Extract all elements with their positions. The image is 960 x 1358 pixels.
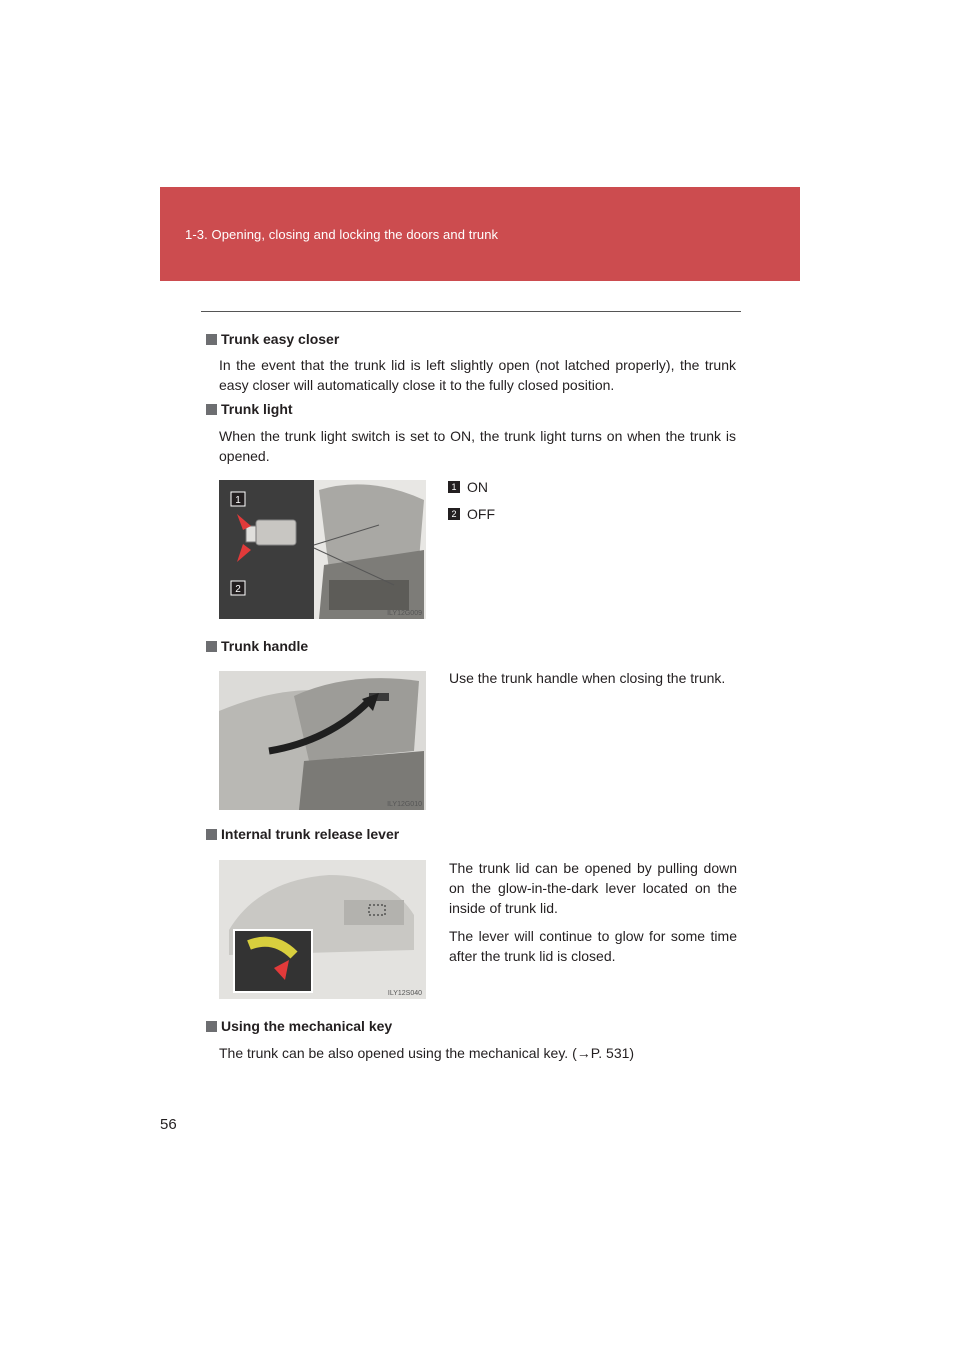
figure-code: ILY12S040 (387, 990, 422, 997)
number-badge: 2 (448, 508, 460, 520)
easy-closer-body: In the event that the trunk lid is left slightly open (not latched properly), the trunk easy closer will automatically close it to the fully closed position. (219, 357, 736, 393)
mechanical-key-body: The trunk can be also opened using the mechanical key. (→P. 531) (219, 1045, 635, 1061)
trunk-light-figure (219, 480, 426, 619)
heading-release-lever (206, 826, 399, 842)
trunk-handle-body: Use the trunk handle when closing the trunk. (449, 670, 726, 686)
release-lever-figure (219, 860, 426, 999)
figure-code: ILY12G010 (387, 801, 422, 808)
square-bullet-icon (206, 334, 217, 345)
svg-text:2: 2 (235, 584, 241, 595)
section-title: 1-3. Opening, closing and locking the doors and trunk (185, 227, 499, 242)
square-bullet-icon (206, 404, 217, 415)
release-lever-body-2: The lever will continue to glow for some time after the trunk lid is closed. (449, 928, 737, 964)
heading-text: Trunk light (221, 401, 293, 417)
square-bullet-icon (206, 829, 217, 840)
heading-text: Internal trunk release lever (221, 826, 400, 842)
square-bullet-icon (206, 1021, 217, 1032)
release-lever-body-1: The trunk lid can be opened by pulling down on the glow-in-the-dark lever located on the inside of trunk lid. (449, 860, 737, 916)
number-badge: 1 (448, 481, 460, 493)
header-band (160, 187, 800, 281)
heading-mechanical-key (206, 1018, 392, 1034)
heading-trunk-handle (206, 638, 308, 654)
trunk-handle-figure (219, 671, 426, 810)
legend-item-off (448, 506, 495, 522)
svg-text:1: 1 (235, 495, 241, 506)
legend-label: OFF (467, 506, 495, 522)
legend-item-on (448, 479, 488, 495)
divider (201, 311, 741, 312)
figure-code: ILY12G009 (387, 610, 422, 617)
square-bullet-icon (206, 641, 217, 652)
page-number: 56 (160, 1116, 177, 1133)
release-lever-text (449, 858, 737, 974)
heading-text: Trunk handle (221, 638, 309, 654)
trunk-light-body: When the trunk light switch is set to ON, the trunk light turns on when the trunk is opened. (219, 428, 736, 464)
heading-text: Using the mechanical key (221, 1018, 393, 1034)
heading-trunk-light (206, 401, 293, 417)
heading-trunk-easy-closer (206, 331, 339, 347)
heading-text: Trunk easy closer (221, 331, 340, 347)
legend-label: ON (467, 479, 488, 495)
